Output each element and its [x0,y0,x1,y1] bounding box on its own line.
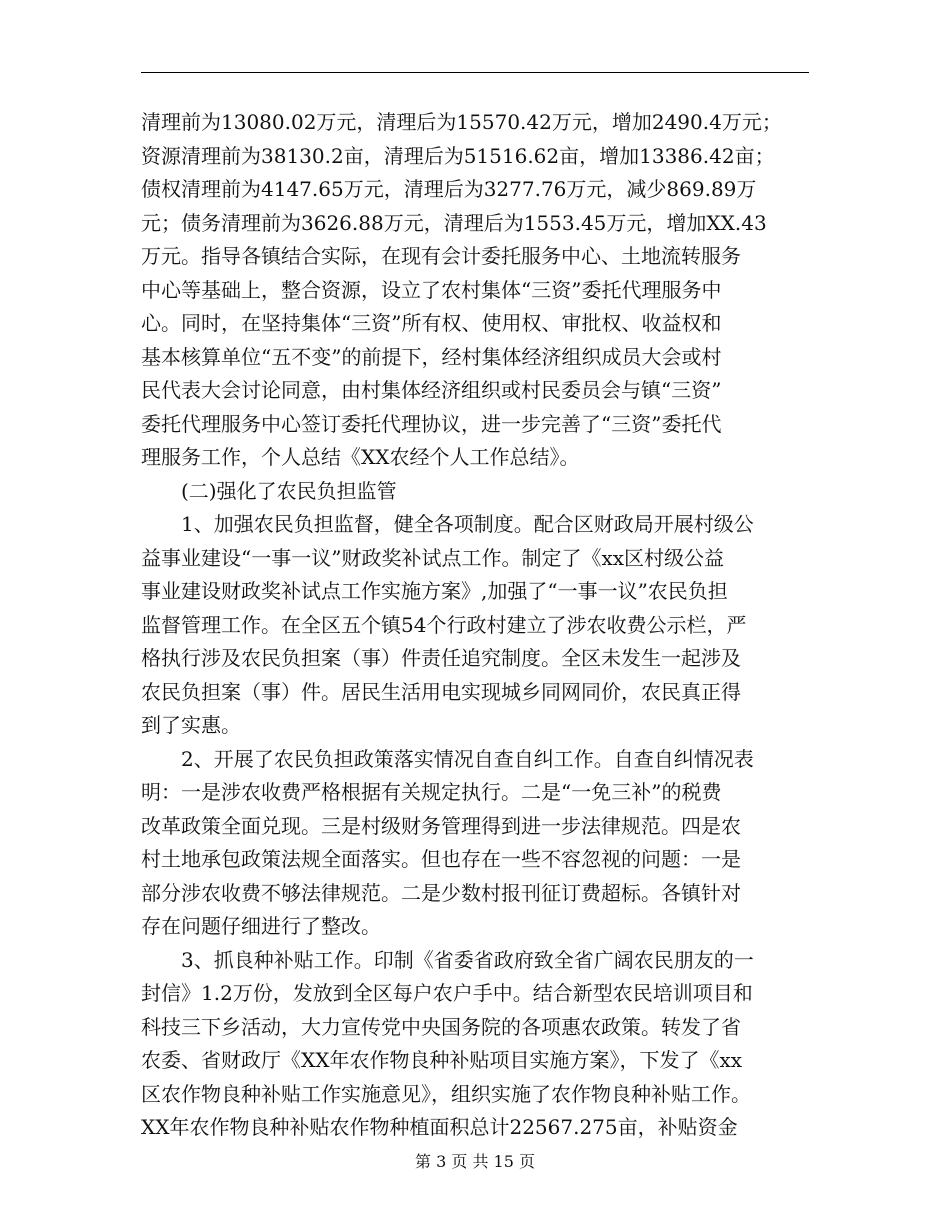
text-line: 农民负担案（事）件。居民生活用电实现城乡同网同价，农民真正得 [141,680,741,704]
text-line: 封信》1.2万份，发放到全区每户农户手中。结合新型农民培训项目和 [141,981,753,1005]
text-line: 益事业建设“一事一议”财政奖补试点工作。制定了《xx区村级公益 [141,546,725,570]
text-line: 万元。指导各镇结合实际，在现有会计委托服务中心、土地流转服务 [141,244,741,268]
text-line: 区农作物良种补贴工作实施意见》，组织实施了农作物良种补贴工作。 [141,1082,751,1106]
text-line: 基本核算单位“五不变”的前提下，经村集体经济组织成员大会或村 [141,345,722,369]
text-line: 明：一是涉农收费严格根据有关规定执行。二是“一免三补”的税费 [141,780,722,804]
header-rule [141,72,809,73]
text-line: 村土地承包政策法规全面落实。但也存在一些不容忽视的问题：一是 [141,847,741,871]
text-line: XX年农作物良种补贴农作物种植面积总计22567.275亩，补贴资金 [141,1115,738,1139]
text-line: 改革政策全面兑现。三是村级财务管理得到进一步法律规范。四是农 [141,814,741,838]
paragraph-start: 1、加强农民负担监督，健全各项制度。配合区财政局开展村级公 [181,512,754,536]
paragraph-start: 3、抓良种补贴工作。印制《省委省政府致全省广阔农民朋友的一 [181,948,754,972]
section-heading: (二)强化了农民负担监管 [181,479,397,503]
text-line: 清理前为13080.02万元，清理后为15570.42万元，增加2490.4万元； [141,110,782,134]
text-line: 债权清理前为4147.65万元，清理后为3277.76万元，减少869.89万 [141,177,757,201]
text-line: 到了实惠。 [141,713,241,737]
text-line: 资源清理前为38130.2亩，清理后为51516.62亩，增加13386.42亩； [141,144,775,168]
paragraph-start: 2、开展了农民负担政策落实情况自查自纠工作。自查自纠情况表 [181,747,754,771]
text-line: 理服务工作，个人总结《XX农经个人工作总结》。 [141,445,580,469]
text-line: 心。同时，在坚持集体“三资”所有权、使用权、审批权、收益权和 [141,311,722,335]
text-line: 存在问题仔细进行了整改。 [141,914,381,938]
text-line: 民代表大会讨论同意，由村集体经济组织或村民委员会与镇“三资” [141,378,722,402]
text-line: 格执行涉及农民负担案（事）件责任追究制度。全区未发生一起涉及 [141,646,741,670]
text-line: 部分涉农收费不够法律规范。二是少数村报刊征订费超标。各镇针对 [141,881,741,905]
text-line: 委托代理服务中心签订委托代理协议，进一步完善了“三资”委托代 [141,412,722,436]
text-line: 科技三下乡活动，大力宣传党中央国务院的各项惠农政策。转发了省 [141,1015,741,1039]
text-line: 农委、省财政厅《XX年农作物良种补贴项目实施方案》，下发了《xx [141,1048,743,1072]
page-number: 第 3 页 共 15 页 [415,1152,535,1171]
text-line: 监督管理工作。在全区五个镇54个行政村建立了涉农收费公示栏，严 [141,613,747,637]
text-line: 元；债务清理前为3626.88万元，清理后为1553.45万元，增加XX.43 [141,211,767,235]
text-line: 事业建设财政奖补试点工作实施方案》,加强了“一事一议”农民负担 [141,579,728,603]
text-line: 中心等基础上，整合资源，设立了农村集体“三资”委托代理服务中 [141,278,722,302]
